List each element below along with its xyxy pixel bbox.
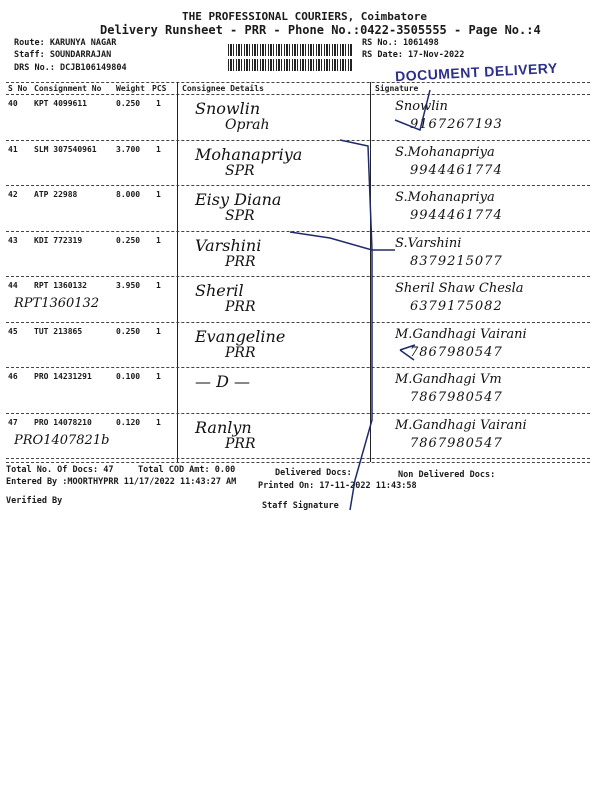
row-pcs: 1 bbox=[156, 235, 161, 245]
col-header-weight: Weight bbox=[116, 84, 145, 93]
row-signature-phone: 7867980547 bbox=[410, 435, 503, 451]
row-consignee-name: Mohanapriya bbox=[195, 144, 303, 164]
row-signature-name: S.Mohanapriya bbox=[395, 190, 495, 205]
row-consignee-name: Varshini bbox=[195, 235, 262, 255]
row-consignee-branch: PRR bbox=[225, 253, 256, 270]
rs-number: RS No.: 1061498 bbox=[362, 38, 439, 48]
row-signature-phone: 9944461774 bbox=[410, 162, 503, 178]
row-pcs: 1 bbox=[156, 190, 161, 199]
row-consignment-no: KDI 772319 bbox=[34, 235, 83, 245]
row-pcs: 1 bbox=[156, 144, 161, 154]
row-handwritten-note: PRO1407821b bbox=[14, 432, 110, 448]
row-consignment-no: PRO 14078210 bbox=[34, 417, 92, 427]
non-delivered-docs: Non Delivered Docs: bbox=[398, 470, 496, 480]
rs-date: RS Date: 17-Nov-2022 bbox=[362, 50, 465, 60]
row-consignee-branch: PRR bbox=[225, 344, 256, 361]
row-consignment-no: RPT 1360132 bbox=[34, 281, 87, 290]
row-signature-name: S.Mohanapriya bbox=[395, 144, 495, 160]
row-consignee-branch: Oprah bbox=[225, 117, 270, 133]
row-sno: 46 bbox=[8, 372, 18, 381]
page-title: Delivery Runsheet - PRR - Phone No.:0422-3505555 - Page No.:4 bbox=[100, 23, 541, 37]
row-pcs: 1 bbox=[156, 326, 161, 336]
total-cod: Total COD Amt: 0.00 bbox=[138, 465, 236, 475]
row-consignee-name: Evangeline bbox=[195, 326, 286, 346]
company-name: THE PROFESSIONAL COURIERS, Coimbatore bbox=[182, 10, 428, 23]
row-weight: 0.250 bbox=[116, 326, 141, 336]
row-consignee-name: Eisy Diana bbox=[195, 190, 282, 209]
row-pcs: 1 bbox=[156, 99, 161, 108]
row-consignment-no: ATP 22988 bbox=[34, 190, 78, 199]
row-handwritten-note: RPT1360132 bbox=[14, 296, 100, 311]
row-signature-phone: 6379175082 bbox=[410, 299, 503, 314]
row-signature-name: M.Gandhagi Vm bbox=[395, 372, 502, 387]
route-label: Route: KARUNYA NAGAR bbox=[14, 38, 117, 48]
row-weight: 0.100 bbox=[116, 372, 141, 381]
row-weight: 3.700 bbox=[116, 144, 141, 154]
row-signature-phone: 9944461774 bbox=[410, 208, 503, 223]
row-consignee-branch: SPR bbox=[225, 162, 255, 179]
row-signature-phone: 7867980547 bbox=[410, 344, 503, 360]
row-consignee-name: Ranlyn bbox=[195, 417, 252, 437]
row-weight: 0.250 bbox=[116, 235, 141, 245]
col-header-pcs: PCS bbox=[152, 84, 167, 93]
printed-on: Printed On: 17-11-2022 11:43:58 bbox=[258, 481, 417, 491]
row-sno: 42 bbox=[8, 190, 18, 199]
col-header-sno: S No bbox=[8, 84, 28, 93]
row-sno: 41 bbox=[8, 144, 18, 154]
row-pcs: 1 bbox=[156, 281, 161, 290]
staff-label: Staff: SOUNDARRAJAN bbox=[14, 50, 112, 60]
row-weight: 0.120 bbox=[116, 417, 141, 427]
row-signature-name: Snowlin bbox=[395, 99, 448, 114]
total-docs: Total No. Of Docs: 47 bbox=[6, 465, 114, 475]
row-weight: 3.950 bbox=[116, 281, 141, 290]
row-consignment-no: KPT 4099611 bbox=[34, 99, 87, 108]
row-consignee-name: Sheril bbox=[195, 281, 244, 300]
row-consignee-branch: PRR bbox=[225, 435, 256, 452]
row-consignment-no: PRO 14231291 bbox=[34, 372, 92, 381]
row-signature-name: S.Varshini bbox=[395, 235, 462, 251]
delivered-docs: Delivered Docs: bbox=[275, 468, 352, 478]
row-weight: 8.000 bbox=[116, 190, 141, 199]
row-sno: 40 bbox=[8, 99, 18, 108]
row-sno: 47 bbox=[8, 417, 18, 427]
col-header-consignment: Consignment No bbox=[34, 84, 102, 93]
row-consignment-no: TUT 213865 bbox=[34, 326, 83, 336]
row-consignment-no: SLM 307540961 bbox=[34, 144, 97, 154]
row-sno: 45 bbox=[8, 326, 18, 336]
row-sno: 44 bbox=[8, 281, 18, 290]
row-weight: 0.250 bbox=[116, 99, 141, 108]
row-signature-phone: 8379215077 bbox=[410, 253, 503, 269]
row-pcs: 1 bbox=[156, 417, 161, 427]
document-delivery-stamp: DOCUMENT DELIVERY bbox=[394, 59, 559, 85]
row-signature-phone: 9167267193 bbox=[410, 117, 503, 132]
row-consignee-name: — D — bbox=[195, 372, 250, 391]
drs-number: DRS No.: DCJB106149804 bbox=[14, 63, 127, 73]
row-signature-name: M.Gandhagi Vairani bbox=[395, 326, 527, 342]
col-header-consignee: Consignee Details bbox=[182, 84, 264, 93]
entered-by: Entered By :MOORTHYPRR 11/17/2022 11:43:27 AM bbox=[6, 477, 237, 487]
row-signature-name: Sheril Shaw Chesla bbox=[395, 281, 524, 296]
row-consignee-name: Snowlin bbox=[195, 99, 261, 118]
row-signature-phone: 7867980547 bbox=[410, 390, 503, 405]
row-signature-name: M.Gandhagi Vairani bbox=[395, 417, 527, 433]
verified-by: Verified By bbox=[6, 496, 63, 506]
col-header-signature: Signature bbox=[375, 84, 419, 93]
staff-signature-label: Staff Signature bbox=[262, 501, 339, 511]
row-sno: 43 bbox=[8, 235, 18, 245]
row-pcs: 1 bbox=[156, 372, 161, 381]
row-consignee-branch: PRR bbox=[225, 299, 256, 315]
row-consignee-branch: SPR bbox=[225, 208, 255, 224]
